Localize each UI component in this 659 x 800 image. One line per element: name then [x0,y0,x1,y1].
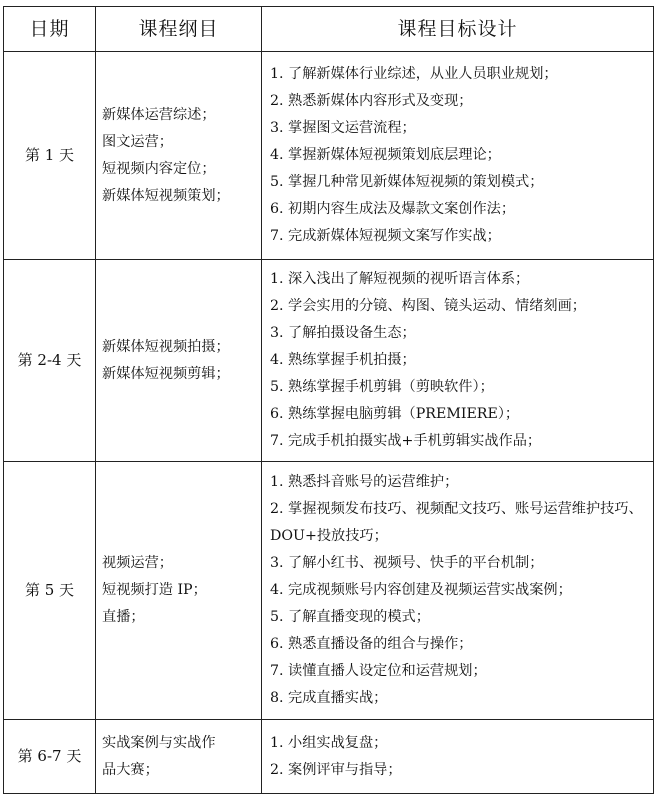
header-day: 日期 [4,7,96,52]
goals-cell [262,52,654,260]
header-outline: 课程纲目 [96,7,262,52]
table-row-day-6-7 [4,720,654,794]
outline-item: 直播； [102,609,145,625]
goal-item: 3. 了解拍摄设备生态； [270,325,416,341]
outline-cell [96,462,262,720]
goal-item: 7. 完成新媒体短视频文案写作实战； [270,228,501,244]
outline-cell [96,52,262,260]
goals-cell [262,462,654,720]
outline-cell [96,720,262,794]
goal-item: 7. 读懂直播人设定位和运营规划； [270,663,487,679]
goal-item: 2. 熟悉新媒体内容形式及变现； [270,93,473,109]
goal-item: 1. 了解新媒体行业综述，从业人员职业规划； [270,66,558,82]
goal-item: 5. 掌握几种常见新媒体短视频的策划模式； [270,174,544,190]
outline-item: 实战案例与实战作 [102,734,216,751]
day-cell: 第 6-7 天 [4,720,96,794]
goal-item: 5. 熟练掌握手机剪辑（剪映软件）； [270,379,494,395]
outline-item: 新媒体运营综述； [102,106,216,123]
goal-item: 1. 深入浅出了解短视频的视听语言体系； [270,271,530,287]
goal-item: 5. 了解直播变现的模式； [270,609,430,625]
goal-item: 1. 熟悉抖音账号的运营维护； [270,474,459,490]
course-table [3,6,654,794]
outline-item: 新媒体短视频拍摄； [102,338,230,355]
goals-cell [262,260,654,462]
outline-item: 新媒体短视频策划； [102,187,230,204]
goal-item: 8. 完成直播实战； [270,690,388,706]
goal-item: 6. 熟悉直播设备的组合与操作； [270,636,473,652]
table-row-day-2-4 [4,260,654,462]
outline-item: 视频运营； [102,555,173,571]
goal-item: 2. 案例评审与指导； [270,761,402,778]
goal-item: 1. 小组实战复盘； [270,734,388,751]
table-row-day-1 [4,52,654,260]
goals-cell [262,720,654,794]
goal-item: 2. 学会实用的分镜、构图、镜头运动、情绪刻画； [270,298,586,314]
goal-item: 7. 完成手机拍摄实战+手机剪辑实战作品； [270,433,542,449]
table-header-row [4,7,654,52]
day-cell: 第 1 天 [4,52,96,260]
outline-item: 短视频打造 IP； [102,582,207,598]
outline-item: 新媒体短视频剪辑； [102,365,230,382]
goal-item: 6. 初期内容生成法及爆款文案创作法； [270,201,516,217]
day-cell: 第 5 天 [4,462,96,720]
goal-item: 2. 掌握视频发布技巧、视频配文技巧、账号运营维护技巧、DOU+投放技巧； [270,501,643,544]
outline-item: 图文运营； [102,133,173,150]
day-cell: 第 2-4 天 [4,260,96,462]
header-goals: 课程目标设计 [262,7,654,52]
goal-item: 3. 了解小红书、视频号、快手的平台机制； [270,555,544,571]
goal-item: 3. 掌握图文运营流程； [270,120,416,136]
goal-item: 4. 掌握新媒体短视频策划底层理论； [270,147,501,163]
table-row-day-5 [4,462,654,720]
outline-cell [96,260,262,462]
course-schedule-document [3,6,654,793]
goal-item: 6. 熟练掌握电脑剪辑（PREMIERE）； [270,406,520,422]
outline-item: 品大赛； [102,761,159,778]
outline-item: 短视频内容定位； [102,160,216,177]
goal-item: 4. 完成视频账号内容创建及视频运营实战案例； [270,582,572,598]
goal-item: 4. 熟练掌握手机拍摄； [270,352,416,368]
